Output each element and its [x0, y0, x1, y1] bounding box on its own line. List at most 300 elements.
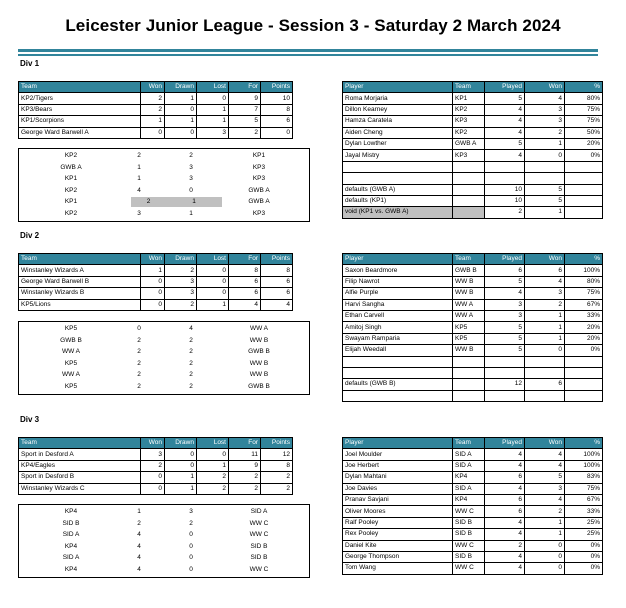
match-score: 2 [131, 197, 166, 207]
team-name: George Ward Barwell B [19, 276, 141, 287]
player-name [343, 356, 453, 367]
player-team: WW C [453, 563, 485, 574]
match-score: 1 [137, 163, 141, 171]
column-header: % [565, 82, 603, 93]
player-row [343, 207, 603, 218]
player-stat: 25% [565, 529, 603, 540]
stat-cell: 1 [141, 116, 165, 127]
match-team: WW A [61, 371, 81, 379]
player-name: Ralf Pooley [343, 517, 453, 528]
player-stat [525, 173, 565, 184]
player-stat [525, 161, 565, 172]
player-name [343, 390, 453, 401]
match-score: 0 [189, 186, 193, 194]
player-stat: 4 [525, 449, 565, 460]
match-score: 0 [189, 531, 193, 539]
match-row [19, 565, 309, 575]
player-stat: 0% [565, 563, 603, 574]
match-row [19, 336, 309, 346]
match-score: 4 [137, 554, 141, 562]
player-stat: 4 [485, 449, 525, 460]
player-stat: 3 [485, 310, 525, 321]
player-stat: 3 [525, 483, 565, 494]
player-stat: 4 [525, 460, 565, 471]
player-name: Hamza Caratela [343, 116, 453, 127]
match-score: 4 [189, 325, 193, 332]
player-row [343, 379, 603, 390]
player-name: Harvi Sangha [343, 299, 453, 310]
column-header: Team [453, 82, 485, 93]
stat-cell: 6 [229, 276, 261, 287]
player-name: Ethan Carvell [343, 310, 453, 321]
match-team: WW B [249, 371, 269, 379]
match-team: WW B [249, 359, 269, 367]
column-header: Player [343, 254, 453, 265]
player-stat: 5 [525, 472, 565, 483]
player-stat: 0 [525, 345, 565, 356]
player-team [453, 356, 485, 367]
player-stat: 100% [565, 460, 603, 471]
player-row [343, 276, 603, 287]
player-row [343, 517, 603, 528]
stat-cell: 6 [261, 276, 293, 287]
division-heading: Div 1 [20, 59, 40, 68]
column-header: For [229, 438, 261, 449]
stat-cell: 10 [261, 93, 293, 104]
team-name: KP4/Eagles [19, 460, 141, 471]
player-row [343, 161, 603, 172]
player-row [343, 540, 603, 551]
player-name: Dillon Kearney [343, 104, 453, 115]
stat-cell: 1 [165, 93, 197, 104]
player-stat: 67% [565, 299, 603, 310]
player-stat: 83% [565, 472, 603, 483]
stat-cell: 11 [229, 449, 261, 460]
player-team [453, 161, 485, 172]
player-team: KP3 [453, 116, 485, 127]
team-name: George Ward Barwell A [19, 127, 141, 138]
player-stat: 5 [485, 333, 525, 344]
stat-cell: 0 [141, 127, 165, 138]
column-header: Played [485, 438, 525, 449]
stat-cell: 5 [229, 116, 261, 127]
player-stat [565, 161, 603, 172]
stat-cell: 3 [197, 127, 229, 138]
player-stat: 75% [565, 288, 603, 299]
player-stat: 25% [565, 517, 603, 528]
standings-row [19, 483, 293, 494]
match-row [19, 324, 309, 334]
match-score: 2 [137, 371, 141, 379]
player-stat: 0% [565, 150, 603, 161]
stat-cell: 2 [141, 93, 165, 104]
match-row [19, 151, 309, 161]
standings-header-row [19, 82, 293, 93]
player-name: Oliver Moores [343, 506, 453, 517]
player-team [453, 379, 485, 390]
player-row [343, 483, 603, 494]
column-header: Lost [197, 254, 229, 265]
player-team: WW A [453, 299, 485, 310]
stat-cell: 2 [229, 472, 261, 483]
match-team: WW C [249, 519, 269, 527]
column-header: Drawn [165, 82, 197, 93]
stat-cell: 0 [197, 288, 229, 299]
player-stat: 6 [485, 506, 525, 517]
match-score: 2 [189, 371, 193, 379]
player-name [343, 161, 453, 172]
player-stat: 0% [565, 345, 603, 356]
player-stat: 20% [565, 322, 603, 333]
stat-cell: 0 [197, 93, 229, 104]
player-stat: 4 [485, 483, 525, 494]
stat-cell: 0 [261, 127, 293, 138]
column-header: Lost [197, 438, 229, 449]
match-row [19, 370, 309, 380]
match-score: 2 [137, 519, 141, 527]
match-team: SID B [250, 542, 268, 550]
page-title: Leicester Junior League - Session 3 - Saturday 2 March 2024 [65, 16, 561, 35]
player-stat [485, 161, 525, 172]
player-name: Aiden Cheng [343, 127, 453, 138]
match-score: 2 [189, 383, 193, 390]
match-score: 1 [189, 210, 193, 217]
player-table [342, 253, 603, 402]
match-team: SID B [250, 554, 268, 562]
stat-cell: 0 [141, 299, 165, 310]
player-row [343, 472, 603, 483]
stat-cell: 2 [229, 483, 261, 494]
player-stat: 3 [525, 288, 565, 299]
stat-cell: 8 [261, 265, 293, 276]
match-team: KP3 [252, 210, 266, 217]
column-header: Team [19, 438, 141, 449]
match-team: GWB A [248, 186, 270, 194]
standings-header-row [19, 254, 293, 265]
player-stat: 6 [485, 494, 525, 505]
standings-row [19, 472, 293, 483]
standings-row [19, 299, 293, 310]
stat-cell: 3 [165, 276, 197, 287]
match-score: 0 [189, 554, 193, 562]
player-stat: 5 [485, 93, 525, 104]
team-name: KP2/Tigers [19, 93, 141, 104]
stat-cell: 7 [229, 104, 261, 115]
player-stat: 6 [485, 472, 525, 483]
match-score: 2 [137, 336, 141, 344]
match-team: KP5 [64, 383, 78, 390]
match-score: 3 [189, 175, 193, 183]
player-name: Dylan Mahtani [343, 472, 453, 483]
match-row [19, 507, 309, 517]
title-rule-thin [18, 54, 598, 56]
player-stat: 4 [485, 104, 525, 115]
column-header: Won [525, 254, 565, 265]
match-team: GWB B [248, 383, 270, 390]
player-header-row [343, 254, 603, 265]
player-stat [565, 173, 603, 184]
column-header: % [565, 438, 603, 449]
player-name: Filip Nawrot [343, 276, 453, 287]
player-team: SID B [453, 551, 485, 562]
player-team: GWB B [453, 265, 485, 276]
stat-cell: 2 [197, 483, 229, 494]
player-stat: 4 [525, 494, 565, 505]
player-row [343, 299, 603, 310]
player-team: KP1 [453, 93, 485, 104]
column-header: % [565, 254, 603, 265]
standings-row [19, 265, 293, 276]
match-team: SID A [250, 508, 268, 515]
stat-cell: 1 [197, 104, 229, 115]
player-name: George Thompson [343, 551, 453, 562]
player-stat: 4 [485, 551, 525, 562]
player-name: Tom Wang [343, 563, 453, 574]
match-score: 2 [189, 336, 193, 344]
player-stat: 5 [485, 345, 525, 356]
player-stat: 6 [485, 265, 525, 276]
player-row [343, 184, 603, 195]
match-team: GWB A [248, 198, 270, 206]
match-team: SID A [62, 531, 80, 539]
player-team [453, 367, 485, 378]
player-stat: 1 [525, 333, 565, 344]
match-team: SID B [62, 519, 80, 527]
standings-row [19, 116, 293, 127]
player-row [343, 93, 603, 104]
stat-cell: 1 [165, 483, 197, 494]
player-team: SID B [453, 529, 485, 540]
stat-cell: 1 [165, 116, 197, 127]
player-team: GWB A [453, 138, 485, 149]
player-team: KP2 [453, 104, 485, 115]
player-team: SID B [453, 517, 485, 528]
match-results-box [18, 321, 310, 395]
player-stat: 67% [565, 494, 603, 505]
player-row [343, 551, 603, 562]
player-row [343, 506, 603, 517]
player-stat: 1 [525, 138, 565, 149]
player-name [343, 367, 453, 378]
stat-cell: 1 [165, 472, 197, 483]
player-stat: 20% [565, 333, 603, 344]
player-stat: 4 [485, 460, 525, 471]
player-stat: 6 [525, 379, 565, 390]
match-row [19, 542, 309, 552]
player-name: Dylan Lowther [343, 138, 453, 149]
player-row [343, 345, 603, 356]
stat-cell: 0 [141, 288, 165, 299]
column-header: Team [19, 254, 141, 265]
match-score: 1 [137, 175, 141, 183]
stat-cell: 0 [197, 265, 229, 276]
match-row [19, 186, 309, 196]
player-team: KP4 [453, 494, 485, 505]
standings-table [18, 437, 293, 495]
match-score: 2 [189, 348, 193, 356]
player-name: Jayal Mistry [343, 150, 453, 161]
player-row [343, 333, 603, 344]
player-stat: 10 [485, 184, 525, 195]
player-stat: 33% [565, 506, 603, 517]
player-stat: 4 [525, 93, 565, 104]
column-header: Drawn [165, 254, 197, 265]
match-score: 2 [137, 152, 141, 159]
player-stat: 1 [525, 207, 565, 218]
player-header-row [343, 438, 603, 449]
stat-cell: 9 [229, 93, 261, 104]
match-score: 3 [137, 210, 141, 217]
player-stat: 1 [525, 517, 565, 528]
player-name: void (KP1 vs. GWB A) [343, 207, 453, 218]
column-header: Player [343, 438, 453, 449]
player-row [343, 150, 603, 161]
team-name: KP5/Lions [19, 299, 141, 310]
player-name: Elijah Weedall [343, 345, 453, 356]
player-stat [565, 184, 603, 195]
match-team: WW C [249, 566, 269, 573]
match-team: KP5 [64, 325, 78, 332]
player-stat: 4 [485, 529, 525, 540]
player-stat: 4 [485, 116, 525, 127]
player-team: KP3 [453, 150, 485, 161]
match-team: KP1 [64, 175, 78, 183]
column-header: Won [141, 82, 165, 93]
player-team [453, 173, 485, 184]
match-team: KP4 [64, 566, 78, 573]
match-score: 1 [166, 197, 222, 207]
player-name: Joe Herbert [343, 460, 453, 471]
standings-row [19, 288, 293, 299]
player-stat: 4 [485, 517, 525, 528]
match-score: 4 [137, 531, 141, 539]
stat-cell: 8 [229, 265, 261, 276]
player-stat: 4 [485, 563, 525, 574]
match-score: 4 [137, 186, 141, 194]
team-name: Winstanley Wizards B [19, 288, 141, 299]
player-team: WW B [453, 276, 485, 287]
match-row [19, 553, 309, 563]
standings-row [19, 127, 293, 138]
stat-cell: 8 [261, 460, 293, 471]
stat-cell: 8 [261, 104, 293, 115]
match-team: GWB A [60, 163, 82, 171]
match-row [19, 174, 309, 184]
division-heading: Div 3 [20, 415, 40, 424]
player-table [342, 437, 603, 575]
player-team: SID A [453, 460, 485, 471]
player-team [453, 195, 485, 206]
column-header: Points [261, 82, 293, 93]
column-header: Won [141, 438, 165, 449]
player-name: Amitoj Singh [343, 322, 453, 333]
player-stat [485, 356, 525, 367]
player-stat: 5 [525, 184, 565, 195]
column-header: For [229, 254, 261, 265]
stat-cell: 2 [261, 483, 293, 494]
match-row [19, 382, 309, 392]
player-stat: 5 [485, 138, 525, 149]
player-row [343, 310, 603, 321]
match-team: WW C [249, 531, 269, 539]
player-name: defaults (GWB A) [343, 184, 453, 195]
player-stat [525, 356, 565, 367]
player-stat: 4 [485, 288, 525, 299]
standings-table [18, 253, 293, 311]
player-team [453, 207, 485, 218]
match-row [19, 519, 309, 529]
standings-table [18, 81, 293, 139]
match-results-box [18, 504, 310, 578]
column-header: Team [19, 82, 141, 93]
player-name: defaults (KP1) [343, 195, 453, 206]
player-row [343, 367, 603, 378]
standings-row [19, 104, 293, 115]
player-row [343, 104, 603, 115]
player-name: Daniel Kite [343, 540, 453, 551]
team-name: KP3/Bears [19, 104, 141, 115]
standings-header-row [19, 438, 293, 449]
stat-cell: 1 [197, 460, 229, 471]
player-stat: 20% [565, 138, 603, 149]
stat-cell: 3 [141, 449, 165, 460]
player-stat: 75% [565, 116, 603, 127]
match-row [19, 197, 309, 207]
player-name: Saxon Beardmore [343, 265, 453, 276]
match-score: 2 [189, 519, 193, 527]
player-team: KP5 [453, 333, 485, 344]
player-stat: 2 [485, 540, 525, 551]
column-header: Lost [197, 82, 229, 93]
player-stat: 2 [525, 127, 565, 138]
player-stat [525, 390, 565, 401]
player-row [343, 138, 603, 149]
player-header-row [343, 82, 603, 93]
player-row [343, 529, 603, 540]
player-name: Alfie Purple [343, 288, 453, 299]
match-row [19, 530, 309, 540]
stat-cell: 1 [141, 265, 165, 276]
player-stat: 0 [525, 563, 565, 574]
match-row [19, 209, 309, 219]
stat-cell: 4 [229, 299, 261, 310]
stat-cell: 6 [229, 288, 261, 299]
match-score: 0 [189, 566, 193, 573]
player-stat: 100% [565, 265, 603, 276]
column-header: Team [453, 438, 485, 449]
column-header: Points [261, 438, 293, 449]
player-stat: 6 [525, 265, 565, 276]
stat-cell: 0 [165, 104, 197, 115]
player-stat: 3 [525, 116, 565, 127]
match-score: 2 [137, 359, 141, 367]
column-header: Won [525, 438, 565, 449]
player-team: WW A [453, 310, 485, 321]
player-stat: 5 [485, 276, 525, 287]
player-team: KP5 [453, 322, 485, 333]
match-score: 4 [137, 566, 141, 573]
player-stat [565, 195, 603, 206]
stat-cell: 0 [141, 472, 165, 483]
player-team: WW C [453, 506, 485, 517]
column-header: Team [453, 254, 485, 265]
player-name: defaults (GWB B) [343, 379, 453, 390]
match-score: 0 [189, 542, 193, 550]
stat-cell: 2 [261, 472, 293, 483]
match-team: KP3 [252, 163, 266, 171]
team-name: Winstanley Wizards C [19, 483, 141, 494]
player-stat: 2 [485, 207, 525, 218]
